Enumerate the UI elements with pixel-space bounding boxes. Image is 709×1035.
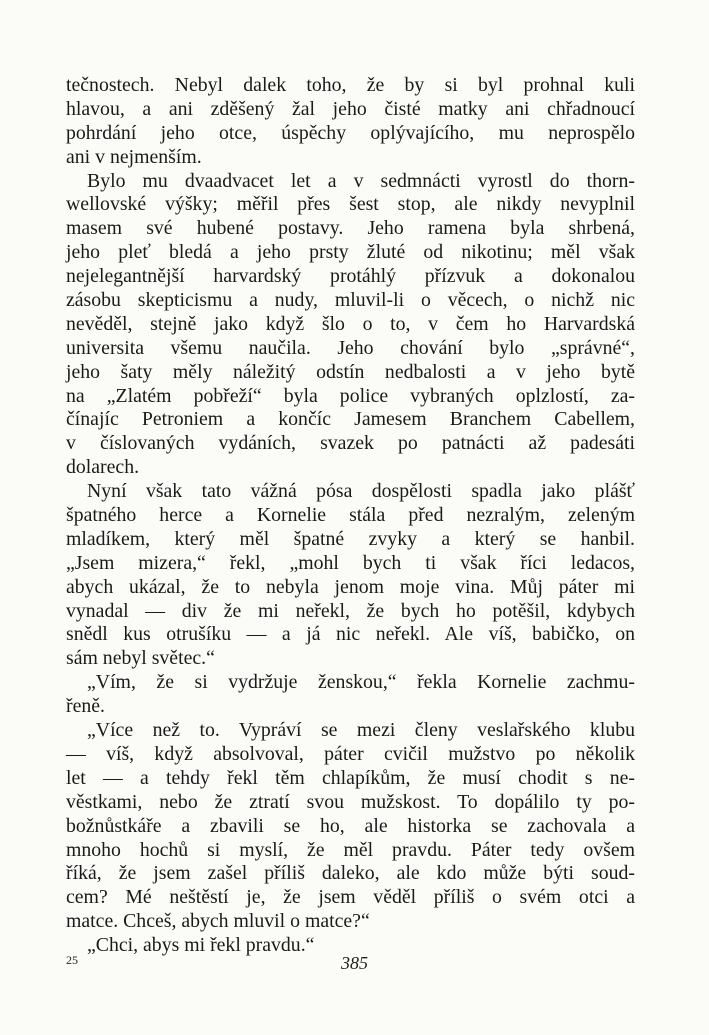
- text-line: čínajíc Petroniem a končíc Jamesem Branchem Cabellem,: [66, 408, 635, 431]
- paragraph-start-line: „Chci, abys mi řekl pravdu.“: [87, 934, 315, 957]
- text-line: na „Zlatém pobřeží“ byla police vybraných oplzlostí, za-: [66, 384, 635, 407]
- body-text: [66, 74, 635, 958]
- paragraph-start-line: „Více než to. Vypráví se mezi členy veslařského klubu: [87, 719, 635, 742]
- paragraph-start-line: „Vím, že si vydržuje ženskou,“ řekla Kornelie zachmu-: [87, 671, 635, 694]
- text-line: let — a tehdy řekl těm chlapíkům, že musí chodit s ne-: [66, 766, 635, 789]
- text-line: božnůstkáře a zbavili se ho, ale historka se zachovala a: [66, 814, 635, 837]
- text-line: dolarech.: [66, 456, 140, 479]
- text-line: — víš, když absolvoval, páter cvičil mužstvo po několik: [66, 742, 635, 765]
- text-line: sám nebyl světec.“: [66, 647, 215, 670]
- text-line: cem? Mé neštěstí je, že jsem věděl příliš o svém otci a: [66, 886, 635, 909]
- text-line: nevěděl, stejně jako když šlo o to, v čem ho Harvardská: [66, 312, 635, 335]
- printer-signature-mark: 25: [66, 953, 78, 967]
- text-line: snědl kus otrušíku — a já nic neřekl. Ale víš, babičko, on: [66, 623, 635, 646]
- text-line: pohrdání jeho otce, úspěchy oplývajícího, mu neprospělo: [66, 121, 635, 144]
- text-line: hlavou, a ani zděšený žal jeho čisté matky ani chřadnoucí: [66, 97, 635, 120]
- text-line: ani v nejmenším.: [66, 145, 202, 168]
- text-line: říká, že jsem zašel příliš daleko, ale kdo může býti soud-: [66, 862, 635, 885]
- text-line: jeho pleť bledá a jeho prsty žluté od nikotinu; měl však: [66, 241, 635, 264]
- text-line: zásobu skepticismu a nudy, mluvil-li o věcech, o nichž nic: [66, 289, 635, 312]
- text-line: mladíkem, který měl špatné zvyky a který se hanbil.: [66, 527, 635, 550]
- text-line: nejelegantnější harvardský protáhlý přízvuk a dokonalou: [66, 265, 635, 288]
- text-line: vynadal — div že mi neřekl, že bych ho potěšil, kdybych: [66, 599, 635, 622]
- text-line: masem své hubené postavy. Jeho ramena byla shrbená,: [66, 217, 635, 240]
- text-line: řeně.: [66, 695, 105, 718]
- paragraph-start-line: Bylo mu dvaadvacet let a v sedmnácti vyrostl do thorn-: [87, 169, 635, 192]
- text-line: špatného herce a Kornelie stála před nezralým, zeleným: [66, 504, 635, 527]
- text-line: wellovské výšky; měřil přes šest stop, ale nikdy nevyplnil: [66, 193, 635, 216]
- text-line: tečnostech. Nebyl dalek toho, že by si byl prohnal kuli: [66, 74, 635, 96]
- text-line: jeho šaty měly náležitý odstín nedbalosti a v jeho bytě: [66, 360, 635, 383]
- text-line: abych ukázal, že to nebyla jenom moje vina. Můj páter mi: [66, 575, 635, 598]
- text-line: matce. Chceš, abych mluvil o matce?“: [66, 910, 370, 933]
- text-line: universita všemu naučila. Jeho chování bylo „správné“,: [66, 336, 635, 359]
- text-line: věstkami, nebo že ztratí svou mužskost. To dopálilo ty po-: [66, 790, 635, 813]
- page-number: 385: [341, 953, 368, 973]
- text-line: v číslovaných vydáních, svazek po patnácti až padesáti: [66, 432, 635, 455]
- text-line: mnoho hochů si myslí, že měl pravdu. Páter tedy ovšem: [66, 838, 635, 861]
- paragraph-start-line: Nyní však tato vážná pósa dospělosti spadla jako plášť: [87, 480, 635, 503]
- text-line: „Jsem mizera,“ řekl, „mohl bych ti však říci ledacos,: [66, 551, 635, 574]
